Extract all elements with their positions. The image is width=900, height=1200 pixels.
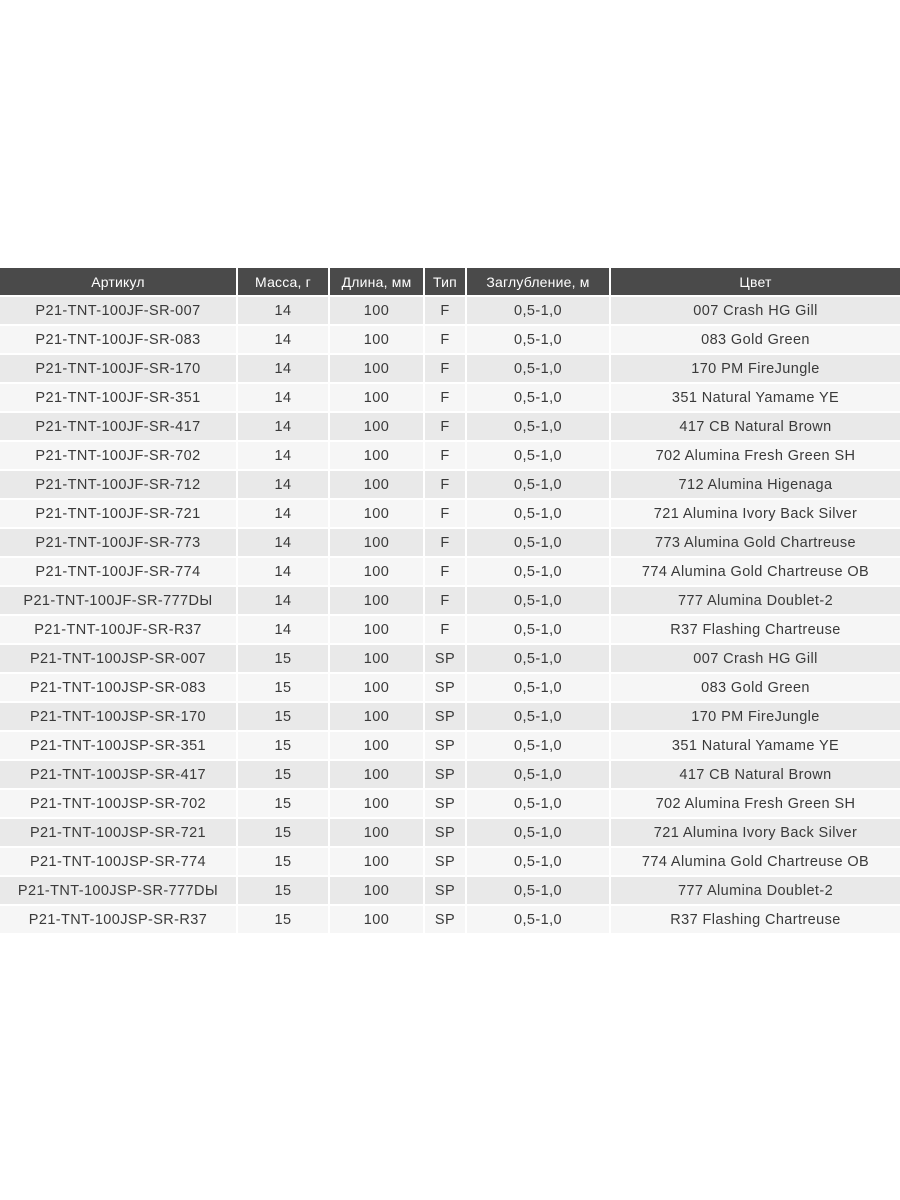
cell-type: F [425, 382, 467, 411]
cell-article: P21-TNT-100JSP-SR-170 [0, 701, 238, 730]
table-row [0, 730, 900, 759]
cell-length: 100 [330, 295, 425, 324]
cell-length: 100 [330, 498, 425, 527]
cell-article: P21-TNT-100JSP-SR-R37 [0, 904, 238, 933]
cell-depth: 0,5-1,0 [467, 643, 611, 672]
table-row [0, 585, 900, 614]
cell-type: SP [425, 875, 467, 904]
cell-mass: 14 [238, 295, 330, 324]
header-color: Цвет [611, 268, 900, 295]
cell-type: SP [425, 701, 467, 730]
cell-color: 170 PM FireJungle [611, 353, 900, 382]
cell-depth: 0,5-1,0 [467, 614, 611, 643]
cell-article: P21-TNT-100JSP-SR-083 [0, 672, 238, 701]
cell-depth: 0,5-1,0 [467, 440, 611, 469]
cell-depth: 0,5-1,0 [467, 324, 611, 353]
cell-length: 100 [330, 788, 425, 817]
cell-mass: 15 [238, 904, 330, 933]
cell-depth: 0,5-1,0 [467, 498, 611, 527]
table-row [0, 759, 900, 788]
cell-mass: 14 [238, 382, 330, 411]
cell-depth: 0,5-1,0 [467, 382, 611, 411]
header-length: Длина, мм [330, 268, 425, 295]
header-type: Тип [425, 268, 467, 295]
table-row [0, 556, 900, 585]
cell-length: 100 [330, 701, 425, 730]
cell-length: 100 [330, 730, 425, 759]
cell-type: SP [425, 788, 467, 817]
cell-type: F [425, 614, 467, 643]
cell-article: P21-TNT-100JSP-SR-351 [0, 730, 238, 759]
specs-table [0, 268, 900, 933]
cell-length: 100 [330, 527, 425, 556]
cell-article: P21-TNT-100JF-SR-721 [0, 498, 238, 527]
table-row [0, 382, 900, 411]
cell-article: P21-TNT-100JF-SR-351 [0, 382, 238, 411]
cell-mass: 14 [238, 411, 330, 440]
cell-article: P21-TNT-100JSP-SR-702 [0, 788, 238, 817]
cell-depth: 0,5-1,0 [467, 759, 611, 788]
cell-article: P21-TNT-100JF-SR-170 [0, 353, 238, 382]
cell-article: P21-TNT-100JF-SR-773 [0, 527, 238, 556]
cell-mass: 15 [238, 817, 330, 846]
cell-type: SP [425, 904, 467, 933]
table-header [0, 268, 900, 295]
cell-length: 100 [330, 440, 425, 469]
cell-depth: 0,5-1,0 [467, 846, 611, 875]
cell-mass: 14 [238, 614, 330, 643]
cell-length: 100 [330, 585, 425, 614]
cell-length: 100 [330, 411, 425, 440]
cell-article: P21-TNT-100JSP-SR-777DЫ [0, 875, 238, 904]
cell-depth: 0,5-1,0 [467, 817, 611, 846]
table-row [0, 353, 900, 382]
cell-length: 100 [330, 759, 425, 788]
cell-color: 774 Alumina Gold Chartreuse OB [611, 846, 900, 875]
cell-type: F [425, 295, 467, 324]
cell-length: 100 [330, 817, 425, 846]
cell-length: 100 [330, 904, 425, 933]
cell-length: 100 [330, 846, 425, 875]
cell-type: F [425, 469, 467, 498]
cell-length: 100 [330, 353, 425, 382]
cell-color: 417 CB Natural Brown [611, 759, 900, 788]
cell-type: SP [425, 846, 467, 875]
cell-type: SP [425, 643, 467, 672]
cell-mass: 15 [238, 875, 330, 904]
cell-type: F [425, 585, 467, 614]
cell-length: 100 [330, 324, 425, 353]
cell-depth: 0,5-1,0 [467, 556, 611, 585]
cell-color: 417 CB Natural Brown [611, 411, 900, 440]
table-row [0, 904, 900, 933]
cell-mass: 15 [238, 672, 330, 701]
cell-depth: 0,5-1,0 [467, 527, 611, 556]
cell-article: P21-TNT-100JSP-SR-007 [0, 643, 238, 672]
cell-mass: 14 [238, 324, 330, 353]
cell-length: 100 [330, 875, 425, 904]
cell-color: 702 Alumina Fresh Green SH [611, 440, 900, 469]
table-row [0, 295, 900, 324]
table-row [0, 788, 900, 817]
cell-color: R37 Flashing Chartreuse [611, 904, 900, 933]
table-row [0, 440, 900, 469]
cell-depth: 0,5-1,0 [467, 904, 611, 933]
cell-length: 100 [330, 614, 425, 643]
cell-length: 100 [330, 469, 425, 498]
table-row [0, 614, 900, 643]
cell-depth: 0,5-1,0 [467, 585, 611, 614]
table-row [0, 875, 900, 904]
cell-color: 083 Gold Green [611, 672, 900, 701]
cell-article: P21-TNT-100JF-SR-083 [0, 324, 238, 353]
cell-type: F [425, 556, 467, 585]
cell-article: P21-TNT-100JF-SR-007 [0, 295, 238, 324]
cell-type: F [425, 498, 467, 527]
cell-article: P21-TNT-100JSP-SR-417 [0, 759, 238, 788]
cell-color: 773 Alumina Gold Chartreuse [611, 527, 900, 556]
cell-color: 774 Alumina Gold Chartreuse OB [611, 556, 900, 585]
cell-length: 100 [330, 672, 425, 701]
cell-article: P21-TNT-100JSP-SR-721 [0, 817, 238, 846]
table-row [0, 324, 900, 353]
cell-type: SP [425, 817, 467, 846]
cell-depth: 0,5-1,0 [467, 353, 611, 382]
header-article: Артикул [0, 268, 238, 295]
cell-color: 083 Gold Green [611, 324, 900, 353]
cell-color: 702 Alumina Fresh Green SH [611, 788, 900, 817]
cell-length: 100 [330, 643, 425, 672]
cell-color: 351 Natural Yamame YE [611, 730, 900, 759]
cell-mass: 14 [238, 469, 330, 498]
cell-depth: 0,5-1,0 [467, 672, 611, 701]
cell-mass: 14 [238, 527, 330, 556]
table-row [0, 846, 900, 875]
cell-depth: 0,5-1,0 [467, 295, 611, 324]
header-row [0, 268, 900, 295]
table-row [0, 469, 900, 498]
cell-mass: 14 [238, 585, 330, 614]
table-row [0, 817, 900, 846]
cell-article: P21-TNT-100JF-SR-712 [0, 469, 238, 498]
cell-color: 721 Alumina Ivory Back Silver [611, 817, 900, 846]
cell-mass: 15 [238, 643, 330, 672]
cell-mass: 14 [238, 440, 330, 469]
cell-length: 100 [330, 382, 425, 411]
cell-color: R37 Flashing Chartreuse [611, 614, 900, 643]
cell-type: F [425, 324, 467, 353]
cell-mass: 15 [238, 701, 330, 730]
header-depth: Заглубление, м [467, 268, 611, 295]
cell-depth: 0,5-1,0 [467, 469, 611, 498]
cell-type: F [425, 411, 467, 440]
cell-depth: 0,5-1,0 [467, 730, 611, 759]
cell-depth: 0,5-1,0 [467, 411, 611, 440]
cell-length: 100 [330, 556, 425, 585]
cell-color: 712 Alumina Higenaga [611, 469, 900, 498]
cell-mass: 14 [238, 353, 330, 382]
table-row [0, 411, 900, 440]
cell-color: 777 Alumina Doublet-2 [611, 585, 900, 614]
cell-type: SP [425, 759, 467, 788]
cell-mass: 15 [238, 788, 330, 817]
cell-mass: 15 [238, 846, 330, 875]
cell-color: 170 PM FireJungle [611, 701, 900, 730]
cell-article: P21-TNT-100JF-SR-702 [0, 440, 238, 469]
cell-depth: 0,5-1,0 [467, 875, 611, 904]
table-row [0, 527, 900, 556]
cell-depth: 0,5-1,0 [467, 701, 611, 730]
cell-color: 351 Natural Yamame YE [611, 382, 900, 411]
cell-mass: 15 [238, 759, 330, 788]
table-row [0, 701, 900, 730]
cell-color: 777 Alumina Doublet-2 [611, 875, 900, 904]
cell-color: 007 Crash HG Gill [611, 643, 900, 672]
cell-type: F [425, 353, 467, 382]
specs-table-container [0, 268, 900, 933]
cell-article: P21-TNT-100JF-SR-R37 [0, 614, 238, 643]
cell-article: P21-TNT-100JF-SR-417 [0, 411, 238, 440]
cell-mass: 14 [238, 556, 330, 585]
cell-depth: 0,5-1,0 [467, 788, 611, 817]
cell-type: F [425, 440, 467, 469]
cell-article: P21-TNT-100JF-SR-774 [0, 556, 238, 585]
cell-mass: 15 [238, 730, 330, 759]
cell-article: P21-TNT-100JSP-SR-774 [0, 846, 238, 875]
cell-color: 007 Crash HG Gill [611, 295, 900, 324]
table-row [0, 672, 900, 701]
header-mass: Масса, г [238, 268, 330, 295]
cell-article: P21-TNT-100JF-SR-777DЫ [0, 585, 238, 614]
cell-mass: 14 [238, 498, 330, 527]
cell-type: F [425, 527, 467, 556]
table-row [0, 498, 900, 527]
cell-color: 721 Alumina Ivory Back Silver [611, 498, 900, 527]
cell-type: SP [425, 672, 467, 701]
cell-type: SP [425, 730, 467, 759]
table-body [0, 295, 900, 933]
table-row [0, 643, 900, 672]
